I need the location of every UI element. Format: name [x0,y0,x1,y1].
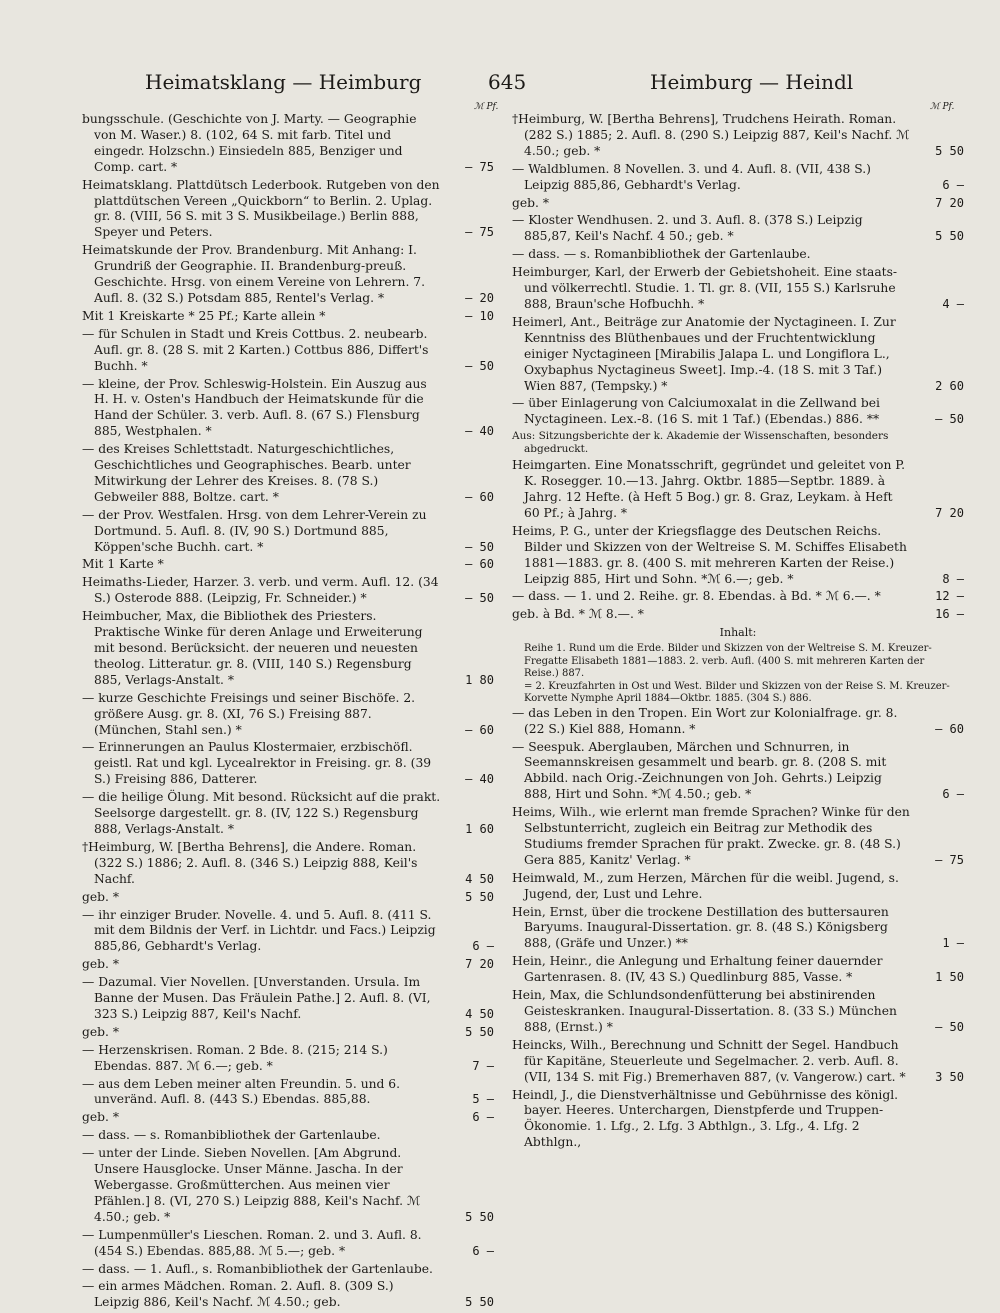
catalog-entry [82,1279,494,1311]
entry-price: 3 50 [935,1069,964,1084]
catalog-entry [82,112,494,176]
entry-text: geb. à Bd. * ℳ 8.—. * [512,607,644,622]
entry-price: — 75 [465,159,494,174]
entry-price: 7 — [472,1058,494,1073]
entry-text: — aus dem Leben meiner alten Freundin. 5. und 6. unveränd. Aufl. 8. (443 S.) Ebendas. 885,88. [82,1076,401,1107]
entry-text: Mit 1 Kreiskarte * 25 Pf.; Karte allein * [82,308,326,323]
entry-price: 7 20 [465,957,494,972]
catalog-entry [512,740,964,804]
catalog-entry [82,840,494,888]
entry-price: 5 50 [465,889,494,904]
catalog-entry [82,609,494,689]
entry-text: Heimgarten. Eine Monatsschrift, gegründet und geleitet von P. K. Rosegger. 10.—13. Jahrg. Oktbr. 1885—Septbr. 1889. à Jahrg. 12 Hefte. (à Heft 5 Bog.) gr. 8. Graz, Leykam. à Heft 60 Pf.; à Jahrg. * [512,458,905,520]
price-column-header-left: ℳ Pf. [474,102,499,112]
catalog-entry [512,905,964,953]
catalog-entry [82,1077,494,1109]
entry-text: Heimaths-Lieder, Harzer. 3. verb. und verm. Aufl. 12. (34 S.) Osterode 888. (Leipzig, Fr. Schneider.) * [82,575,439,606]
catalog-entry [82,1228,494,1260]
right-column [512,112,964,1153]
catalog-entry [512,112,964,160]
entry-text: Hein, Ernst, über die trockene Destillation des buttersauren Baryums. Inaugural-Dissertation. gr. 8. (48 S.) Königsberg 888, (Gräfe und Unzer.) ** [512,904,889,951]
catalog-entry [512,430,964,456]
entry-text: bungsschule. (Geschichte von J. Marty. — Geographie von M. Waser.) 8. (102, 64 S. mit farb. Titel und eingedr. Holzschn.) Einsiedeln 885, Benziger und Comp. cart. * [82,112,417,174]
catalog-entry [82,442,494,506]
entry-text: — Waldblumen. 8 Novellen. 3. und 4. Aufl. 8. (VII, 438 S.) Leipzig 885,86, Gebhardt's Verlag. [512,161,871,192]
entry-price: — 60 [465,557,494,572]
catalog-entry [512,162,964,194]
entry-text: geb. * [82,1024,119,1039]
entry-price: 5 50 [465,1209,494,1224]
entry-text: — dass. — s. Romanbibliothek der Gartenlaube. [82,1128,381,1143]
entry-price: 2 60 [935,378,964,393]
entry-price: — 75 [465,225,494,240]
entry-text: Hein, Max, die Schlundsondenfütterung bei abstinirenden Geisteskranken. Inaugural-Dissertation. 8. (33 S.) München 888, (Ernst.) * [512,988,897,1034]
catalog-entry [82,1025,494,1041]
contents-item: Reihe 1. Rund um die Erde. Bilder und Skizzen von der Weltreise S. M. Kreuzer-Fregatte Elisabeth 1881—1883. 2. verb. Aufl. (400 S. mit mehreren Karten der Reise.) 887. [524,643,932,680]
entry-text: — kurze Geschichte Freisings und seiner Bischöfe. 2. größere Ausg. gr. 8. (XI, 76 S.) Freising 887. (München, Stahl sen.) * [82,690,416,737]
catalog-entry [512,247,964,263]
entry-price: — 60 [465,722,494,737]
entry-text: — Seespuk. Aberglauben, Märchen und Schnurren, in Seemannskreisen gesammelt und bearb. gr. 8. (208 S. mit Abbild. nach Orig.-Zeichnungen von Joh. Gehrts.) Leipzig 888, Hirt und Sohn. *ℳ 4.50.; geb. * [512,739,887,802]
entry-price: 5 50 [935,229,964,244]
entry-price: 6 — [472,1243,494,1258]
entry-price: 6 — [942,787,964,802]
entry-price: 5 50 [465,1295,494,1310]
entry-price: — 50 [465,358,494,373]
entry-text: — ein armes Mädchen. Roman. 2. Aufl. 8. (309 S.) Leipzig 886, Keil's Nachf. ℳ 4.50.; geb. [82,1279,394,1310]
entry-text: geb. * [82,1110,119,1125]
entry-text: — über Einlagerung von Calciumoxalat in die Zellwand bei Nyctagineen. Lex.-8. (16 S. mit 1 Taf.) (Ebendas.) 886. ** [512,396,880,427]
entry-price: 8 — [942,571,964,586]
catalog-entry [82,957,494,973]
entry-price: — 10 [465,308,494,323]
catalog-entry [512,1088,964,1152]
entry-text: Aus: Sitzungsberichte der k. Akademie der Wissenschaften, besonders abgedruckt. [512,430,889,456]
catalog-entry [512,458,964,522]
price-column-header-right: ℳ Pf. [930,102,955,112]
left-column [82,112,494,1313]
entry-price: — 50 [465,591,494,606]
entry-text: — für Schulen in Stadt und Kreis Cottbus. 2. neubearb. Aufl. gr. 8. (28 S. mit 2 Karten.) Cottbus 886, Differt's Buchh. * [82,326,429,373]
entry-text: Heincks, Wilh., Berechnung und Schnitt der Segel. Handbuch für Kapitäne, Steuerleute und Segelmacher. 2. verb. Aufl. 8. (VII, 134 S. mit Fig.) Bremerhaven 887, (v. Vangerow.) cart. * [512,1037,906,1084]
catalog-entry [82,508,494,556]
catalog-entry [82,790,494,838]
catalog-entry [82,975,494,1023]
entry-text: — Kloster Wendhusen. 2. und 3. Aufl. 8. (378 S.) Leipzig 885,87, Keil's Nachf. 4 50.; geb. * [512,213,863,244]
entry-price: 5 50 [935,143,964,158]
catalog-entry [82,243,494,307]
entry-text: Heimatsklang. Plattdütsch Lederbook. Rutgeben von den plattdütschen Vereen „Quickborn“ to Berlin. 2. Uplag. gr. 8. (VIII, 56 S. mit 3 S. Musikbeilage.) Berlin 888, Speyer und Peters. [82,177,440,240]
entry-text: — der Prov. Westfalen. Hrsg. von dem Lehrer-Verein zu Dortmund. 5. Aufl. 8. (IV, 90 S.) Dortmund 885, Köppen'sche Buchh. cart. * [82,507,427,554]
entry-text: †Heimburg, W. [Bertha Behrens], Trudchens Heirath. Roman. (282 S.) 1885; 2. Aufl. 8. (290 S.) Leipzig 887, Keil's Nachf. ℳ 4.50.; geb. * [512,112,910,158]
entry-price: — 60 [465,489,494,504]
catalog-entry [82,309,494,325]
entry-price: 6 — [472,939,494,954]
entry-text: — Erinnerungen an Paulus Klostermaier, erzbischöfl. geistl. Rat und kgl. Lycealrektor in Freising. gr. 8. (39 S.) Freising 886, Datterer. [82,740,432,787]
entry-text: — die heilige Ölung. Mit besond. Rücksicht auf die prakt. Seelsorge dargestellt. gr. 8. (IV, 122 S.) Regensburg 888, Verlags-Anstalt. * [82,790,441,836]
entry-text: Heimwald, M., zum Herzen, Märchen für die weibl. Jugend, s. Jugend, der, Lust und Lehre. [512,870,899,901]
entry-price: 12 — [935,589,964,604]
entry-text: Heimerl, Ant., Beiträge zur Anatomie der Nyctagineen. I. Zur Kenntniss des Blüthenbaues und der Fruchtentwicklung einiger Nyctagineen [Mirabilis Jalapa L. und Longiflora L., Oxybaphus Nyctagineus Sweet]. Imp.-4. (18 S. mit 3 Taf.) Wien 887, (Tempsky.) * [512,314,896,393]
entry-text: — das Leben in den Tropen. Ein Wort zur Kolonialfrage. gr. 8. (22 S.) Kiel 888, Homann. * [512,705,898,736]
page-number: 645 [488,70,527,94]
catalog-entry [512,988,964,1036]
entry-text: — unter der Linde. Sieben Novellen. [Am Abgrund. Unsere Hausglocke. Unser Männe. Jascha. In der Webergasse. Großmütterchen. Aus meinen vier Pfählen.] 8. (VI, 270 S.) Leipzig 888, Keil's Nachf. ℳ 4.50.; geb. * [82,1146,421,1224]
entry-price: — 40 [465,424,494,439]
contents-item: = 2. Kreuzfahrten in Ost und West. Bilder und Skizzen von der Reise S. M. Kreuzer-Korvette Nymphe April 1884—Oktbr. 1885. (304 S.) 886. [524,680,950,705]
entry-text: — kleine, der Prov. Schleswig-Holstein. Ein Auszug aus H. H. v. Osten's Handbuch der Heimatskunde für die Hand der Schüler. 3. verb. Aufl. 8. (67 S.) Flensburg 885, Westphalen. * [82,376,427,439]
entry-text: Hein, Heinr., die Anlegung und Erhaltung feiner dauernder Gartenrasen. 8. (IV, 43 S.) Quedlinburg 885, Vasse. * [512,954,883,985]
catalog-entry [512,213,964,245]
catalog-entry [82,908,494,956]
catalog-entry [512,589,964,605]
entry-price: 4 — [942,296,964,311]
catalog-entry [82,1128,494,1144]
entry-text: — Herzenskrisen. Roman. 2 Bde. 8. (215; 214 S.) Ebendas. 887. ℳ 6.—; geb. * [82,1042,388,1073]
catalog-entry [82,575,494,607]
contents-heading: Inhalt: [719,626,757,640]
catalog-entry [512,954,964,986]
entry-price: 16 — [935,607,964,622]
catalog-entry [82,327,494,375]
catalog-entry [512,396,964,428]
catalog-entry [512,607,964,623]
entry-text: — ihr einziger Bruder. Novelle. 4. und 5. Aufl. 8. (411 S. mit dem Bildnis der Verf. in Lichtdr. und Facs.) Leipzig 885,86, Gebhardt's Verlag. [82,907,436,954]
catalog-entry [82,740,494,788]
entry-text: Heims, P. G., unter der Kriegsflagge des Deutschen Reichs. Bilder und Skizzen von der Weltreise S. M. Schiffes Elisabeth 1881—1883. gr. 8. (400 S. mit mehreren Karten der Reise.) Leipzig 885, Hirt und Sohn. *ℳ 6.—; geb. * [512,523,907,586]
catalog-entry [82,377,494,441]
entry-price: — 60 [935,721,964,736]
entry-price: — 40 [465,772,494,787]
entry-text: — dass. — s. Romanbibliothek der Gartenlaube. [512,247,811,262]
entry-text: — dass. — 1. Aufl., s. Romanbibliothek der Gartenlaube. [82,1261,433,1276]
entry-text: — dass. — 1. und 2. Reihe. gr. 8. Ebendas. à Bd. * ℳ 6.—. * [512,589,881,604]
entry-price: 7 20 [935,505,964,520]
catalog-entry [82,890,494,906]
entry-text: Heimbucher, Max, die Bibliothek des Priesters. Praktische Winke für deren Anlage und Erweiterung mit besond. Berücksicht. der neueren und neuesten theolog. Litteratur. gr. 8. (VIII, 140 S.) Regensburg 885, Verlags-Anstalt. * [82,609,423,687]
entry-text: Heimatskunde der Prov. Brandenburg. Mit Anhang: I. Grundriß der Geographie. II. Brandenburg-preuß. Geschichte. Hrsg. von einem Vereine von Lehrern. 7. Aufl. 8. (32 S.) Potsdam 885, Rentel's Verlag. * [82,243,426,305]
entry-text: geb. * [82,889,119,904]
entry-text: geb. * [82,957,119,972]
entry-price: — 75 [935,852,964,867]
catalog-entry [82,178,494,242]
catalog-entry [512,196,964,212]
catalog-entry [512,265,964,313]
catalog-entry [512,871,964,903]
catalog-entry [512,706,964,738]
entry-price: 1 80 [465,672,494,687]
entry-price: 5 — [472,1092,494,1107]
catalog-entry [82,557,494,573]
entry-price: — 50 [465,539,494,554]
catalog-entry [512,315,964,395]
entry-price: 6 — [472,1110,494,1125]
catalog-entry [512,524,964,588]
entry-price: 1 — [942,936,964,951]
entry-text: Mit 1 Karte * [82,557,164,572]
catalog-entry [82,1146,494,1226]
catalog-entry [512,1038,964,1086]
entry-price: 4 50 [465,871,494,886]
header-right-catchword: Heimburg — Heindl [650,70,854,94]
entry-price: 1 60 [465,821,494,836]
entry-price: 1 50 [935,970,964,985]
entry-text: Heims, Wilh., wie erlernt man fremde Sprachen? Winke für den Selbstunterricht, zugleich ein Beitrag zur Methodik des Studiums fremder Sprachen für prakt. Zwecke. gr. 8. (48 S.) Gera 885, Kanitz' Verlag. * [512,805,910,867]
catalog-entry [82,1043,494,1075]
entry-text: — Lumpenmüller's Lieschen. Roman. 2. und 3. Aufl. 8. (454 S.) Ebendas. 885,88. ℳ 5.—; geb. * [82,1227,422,1258]
catalog-entry [82,1110,494,1126]
entry-text: Heimburger, Karl, der Erwerb der Gebietshoheit. Eine staats- und völkerrechtl. Studie. 1. Tl. gr. 8. (VII, 155 S.) Karlsruhe 888, Braun'sche Hofbuchh. * [512,265,898,311]
entry-price: — 50 [935,412,964,427]
catalog-entry [82,1262,494,1278]
entry-text: — des Kreises Schlettstadt. Naturgeschichtliches, Geschichtliches und Geographisches. Bearb. unter Mitwirkung der Lehrer des Kreises. 8. (78 S.) Gebweiler 888, Boltze. cart. * [82,442,411,504]
entry-price: 5 50 [465,1024,494,1039]
entry-price: 6 — [942,177,964,192]
entry-price: 4 50 [465,1006,494,1021]
entry-text: Heindl, J., die Dienstverhältnisse und Gebührnisse des königl. bayer. Heeres. Unterchargen, Dienstpferde und Truppen-Ökonomie. 1. Lfg., 2. Lfg. 3 Abthlgn., 3. Lfg., 4. Lfg. 2 Abthlgn., [512,1087,899,1150]
catalog-entry [82,691,494,739]
header-left-catchword: Heimatsklang — Heimburg [145,70,422,94]
entry-text: †Heimburg, W. [Bertha Behrens], die Andere. Roman. (322 S.) 1886; 2. Aufl. 8. (346 S.) Leipzig 888, Keil's Nachf. [82,839,418,886]
entry-price: — 50 [935,1019,964,1034]
entry-price: — 20 [465,290,494,305]
entry-text: — Dazumal. Vier Novellen. [Unverstanden. Ursula. Im Banne der Musen. Das Fräulein Pathe.] 2. Aufl. 8. (VI, 323 S.) Leipzig 887, Keil's Nachf. [82,975,431,1021]
entry-price: 7 20 [935,195,964,210]
entry-text: geb. * [512,195,549,210]
catalog-entry [512,805,964,869]
page-header [0,70,1000,100]
